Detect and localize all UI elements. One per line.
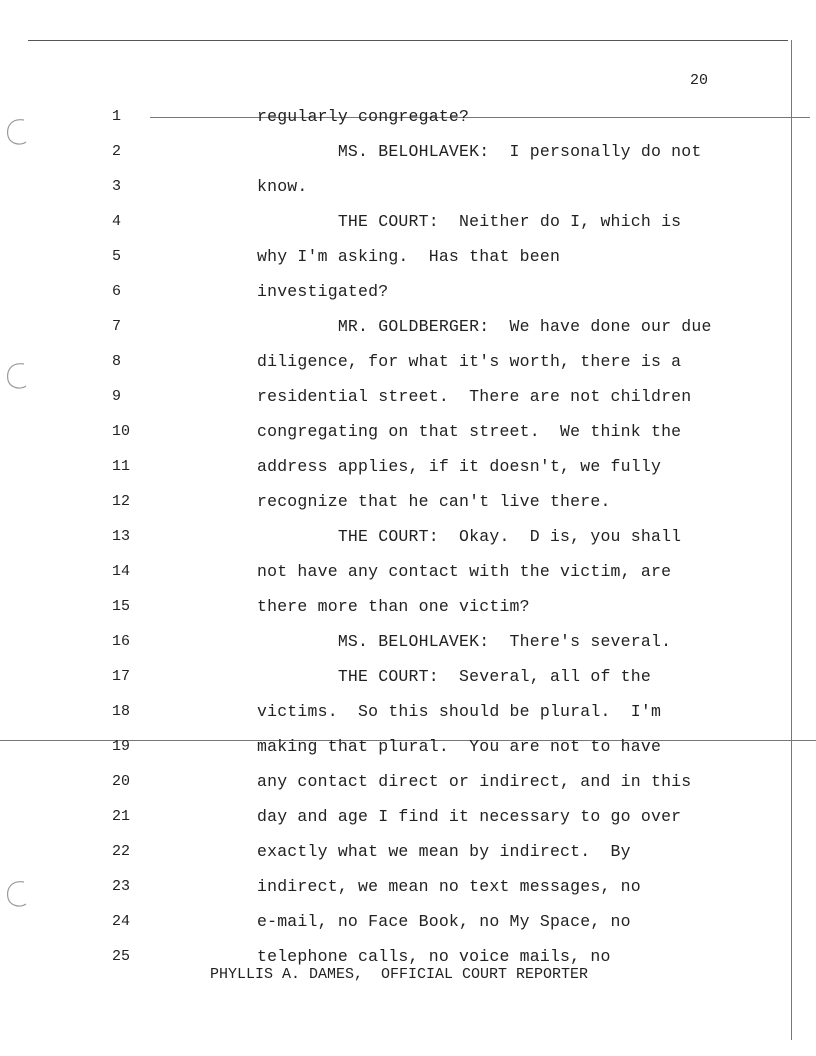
transcript-line: e-mail, no Face Book, no My Space, no: [257, 912, 631, 931]
transcript-line: know.: [257, 177, 308, 196]
right-margin-rule: [791, 40, 792, 1040]
transcript-line: regularly congregate?: [257, 107, 470, 126]
line-number: 23: [112, 878, 131, 895]
transcript-line: making that plural. You are not to have: [257, 737, 662, 756]
transcript-line: recognize that he can't live there.: [257, 492, 611, 511]
transcript-line: diligence, for what it's worth, there is a: [257, 352, 682, 371]
punch-hole-icon: [2, 116, 32, 148]
punch-hole-icon: [2, 360, 32, 392]
line-number: 16: [112, 633, 131, 650]
transcript-line: exactly what we mean by indirect. By: [257, 842, 631, 861]
line-number: 9: [112, 388, 122, 405]
line-number: 11: [112, 458, 131, 475]
transcript-line: residential street. There are not children: [257, 387, 692, 406]
transcript-line: congregating on that street. We think the: [257, 422, 682, 441]
line-number: 21: [112, 808, 131, 825]
transcript-line: telephone calls, no voice mails, no: [257, 947, 611, 966]
transcript-line: indirect, we mean no text messages, no: [257, 877, 641, 896]
transcript-line: MS. BELOHLAVEK: There's several.: [257, 632, 672, 651]
line-number: 4: [112, 213, 122, 230]
line-number: 19: [112, 738, 131, 755]
line-number: 7: [112, 318, 122, 335]
transcript-line: MR. GOLDBERGER: We have done our due: [257, 317, 712, 336]
page-number: 20: [690, 72, 709, 89]
line-number: 22: [112, 843, 131, 860]
transcript-line: why I'm asking. Has that been: [257, 247, 561, 266]
transcript-line: THE COURT: Okay. D is, you shall: [257, 527, 682, 546]
transcript-line: day and age I find it necessary to go over: [257, 807, 682, 826]
transcript-line: address applies, if it doesn't, we fully: [257, 457, 662, 476]
punch-hole-icon: [2, 878, 32, 910]
top-rule: [28, 40, 788, 41]
line-number: 13: [112, 528, 131, 545]
line-number: 20: [112, 773, 131, 790]
transcript-line: there more than one victim?: [257, 597, 530, 616]
line-number: 12: [112, 493, 131, 510]
transcript-line: victims. So this should be plural. I'm: [257, 702, 662, 721]
line-number: 8: [112, 353, 122, 370]
line-number: 10: [112, 423, 131, 440]
line-number: 1: [112, 108, 122, 125]
line-number: 15: [112, 598, 131, 615]
reporter-footer: PHYLLIS A. DAMES, OFFICIAL COURT REPORTER: [210, 966, 589, 983]
transcript-line: THE COURT: Several, all of the: [257, 667, 651, 686]
line-number: 17: [112, 668, 131, 685]
scan-crease-line: [150, 117, 810, 118]
transcript-line: THE COURT: Neither do I, which is: [257, 212, 682, 231]
transcript-line: MS. BELOHLAVEK: I personally do not: [257, 142, 702, 161]
line-number: 14: [112, 563, 131, 580]
line-number: 2: [112, 143, 122, 160]
line-number: 18: [112, 703, 131, 720]
line-number: 24: [112, 913, 131, 930]
transcript-line: any contact direct or indirect, and in this: [257, 772, 692, 791]
line-number: 25: [112, 948, 131, 965]
transcript-line: investigated?: [257, 282, 389, 301]
line-number: 6: [112, 283, 122, 300]
line-number: 5: [112, 248, 122, 265]
line-number: 3: [112, 178, 122, 195]
transcript-line: not have any contact with the victim, are: [257, 562, 672, 581]
